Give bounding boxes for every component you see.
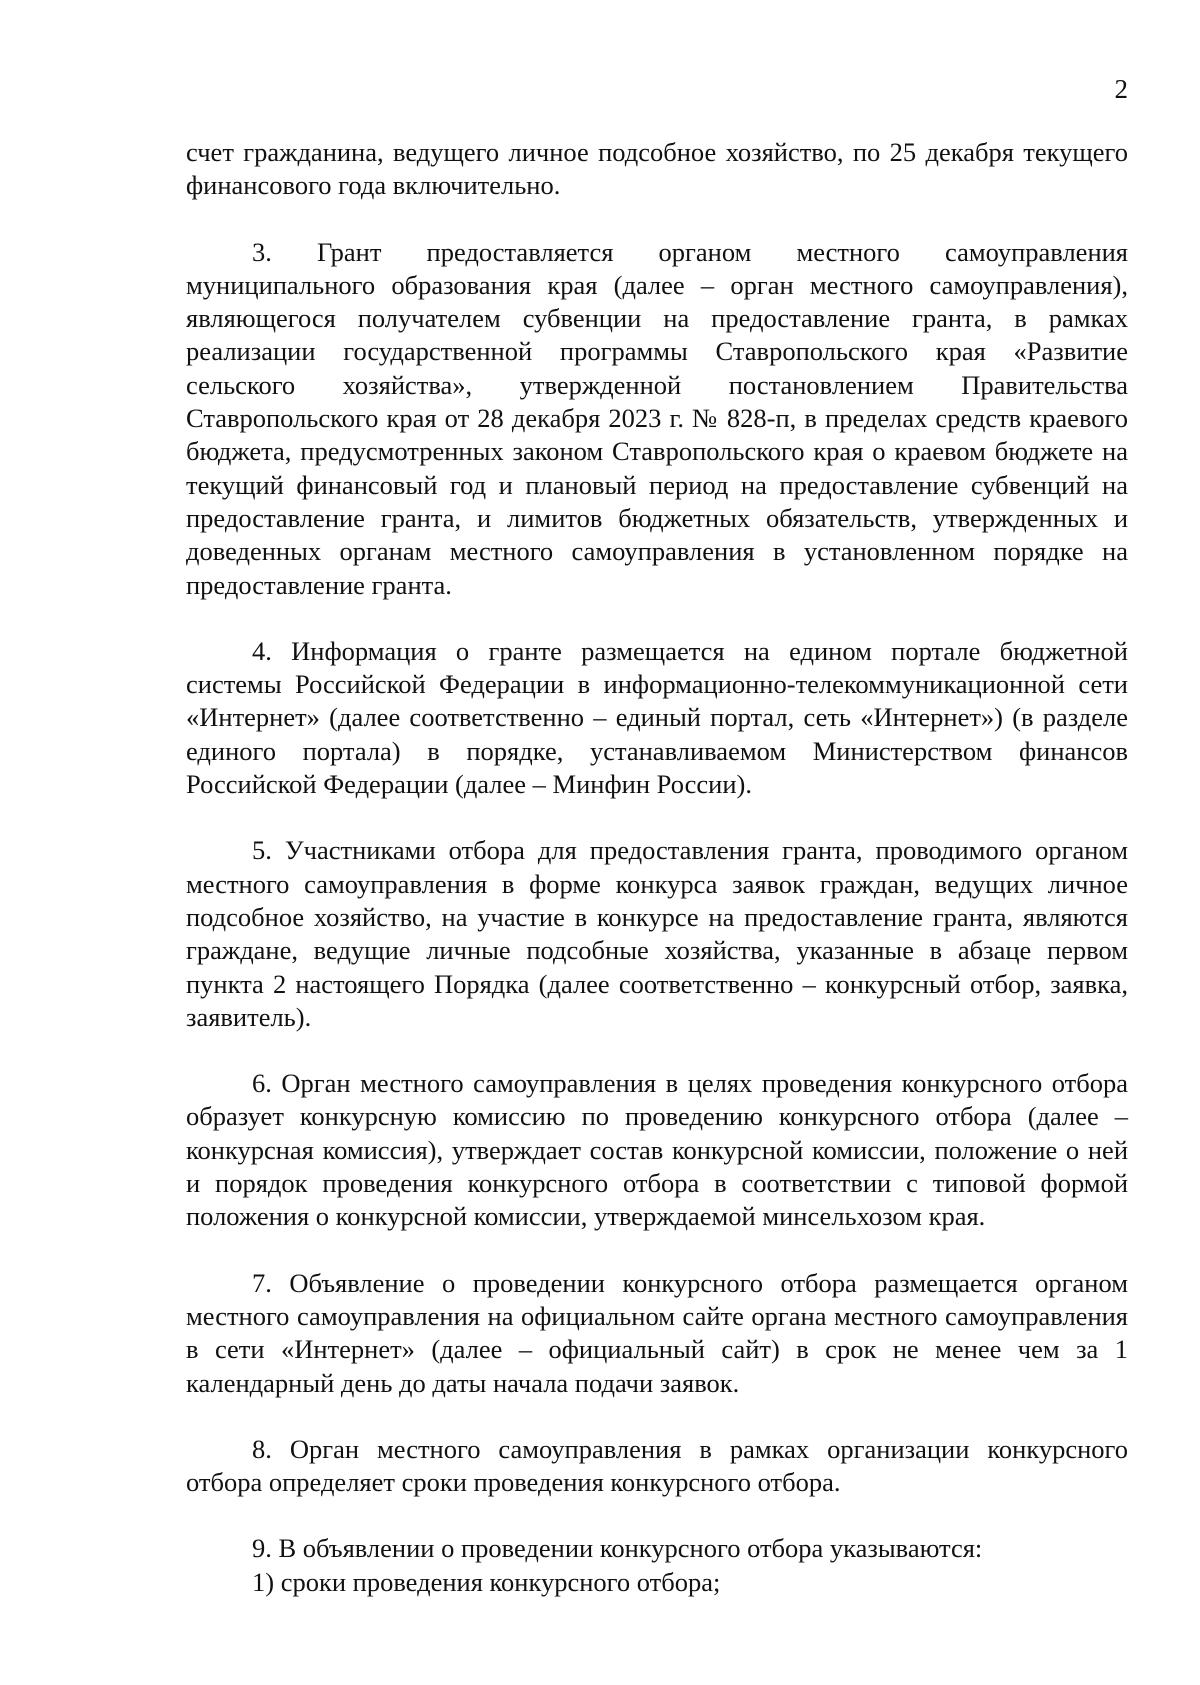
page-number: 2 [1114, 74, 1128, 104]
paragraph-7: 7. Объявление о проведении конкурсного отбора размещается органом местного самоуправления на официальном сайте органа местного самоуправления в сети «Интернет» (далее – официальный сайт) в срок не менее чем за 1 календарный день до даты начала подачи заявок. [186, 1267, 1128, 1398]
paragraph-5: 5. Участниками отбора для предоставления гранта, проводимого органом местного самоуправления в форме конкурса заявок граждан, ведущих личное подсобное хозяйство, на участие в конкурсе на предоставление гранта, являются граждане, ведущие личные подсобные хозяйства, указанные в абзаце первом пункта 2 настоящего Порядка (далее соответственно – конкурсный отбор, заявка, заявитель). [186, 835, 1128, 1032]
paragraph-8: 8. Орган местного самоуправления в рамках организации конкурсного отбора определяет сроки проведения конкурсного отбора. [186, 1433, 1128, 1498]
paragraph-continuation: счет гражданина, ведущего личное подсобное хозяйство, по 25 декабря текущего финансового года включительно. [186, 137, 1128, 201]
paragraph-9: 9. В объявлении о проведении конкурсного отбора указываются: [252, 1533, 983, 1564]
paragraph-4: 4. Информация о гранте размещается на едином портале бюджетной системы Российской Федерации в информационно-телекоммуникационной сети «Интернет» (далее соответственно – единый портал, сеть «Интернет») (в разделе единого портала) в порядке, устанавливаемом Министерством финансов Российской Федерации (далее – Минфин России). [186, 635, 1128, 800]
document-body [186, 136, 1128, 1599]
paragraph-9-item-1: 1) сроки проведения конкурсного отбора; [252, 1566, 721, 1597]
paragraph-3: 3. Грант предоставляется органом местного самоуправления муниципального образования края (далее – орган местного самоуправления), являющегося получателем субвенции на предоставление гранта, в рамках реализации государственной программы Ставропольского края «Развитие сельского хозяйства», утвержденной постановлением Правительства Ставропольского края от 28 декабря 2023 г. № 828-п, в пределах средств краевого бюджета, предусмотренных законом Ставропольского края о краевом бюджете на текущий финансовый год и плановый период на предоставление субвенций на предоставление гранта, и лимитов бюджетных обязательств, утвержденных и доведенных органам местного самоуправления в установленном порядке на предоставление гранта. [186, 236, 1128, 600]
paragraph-6: 6. Орган местного самоуправления в целях проведения конкурсного отбора образует конкурсную комиссию по проведению конкурсного отбора (далее – конкурсная комиссия), утверждает состав конкурсной комиссии, положение о ней и порядок проведения конкурсного отбора в соответствии с типовой формой положения о конкурсной комиссии, утверждаемой минсельхозом края. [186, 1068, 1128, 1232]
